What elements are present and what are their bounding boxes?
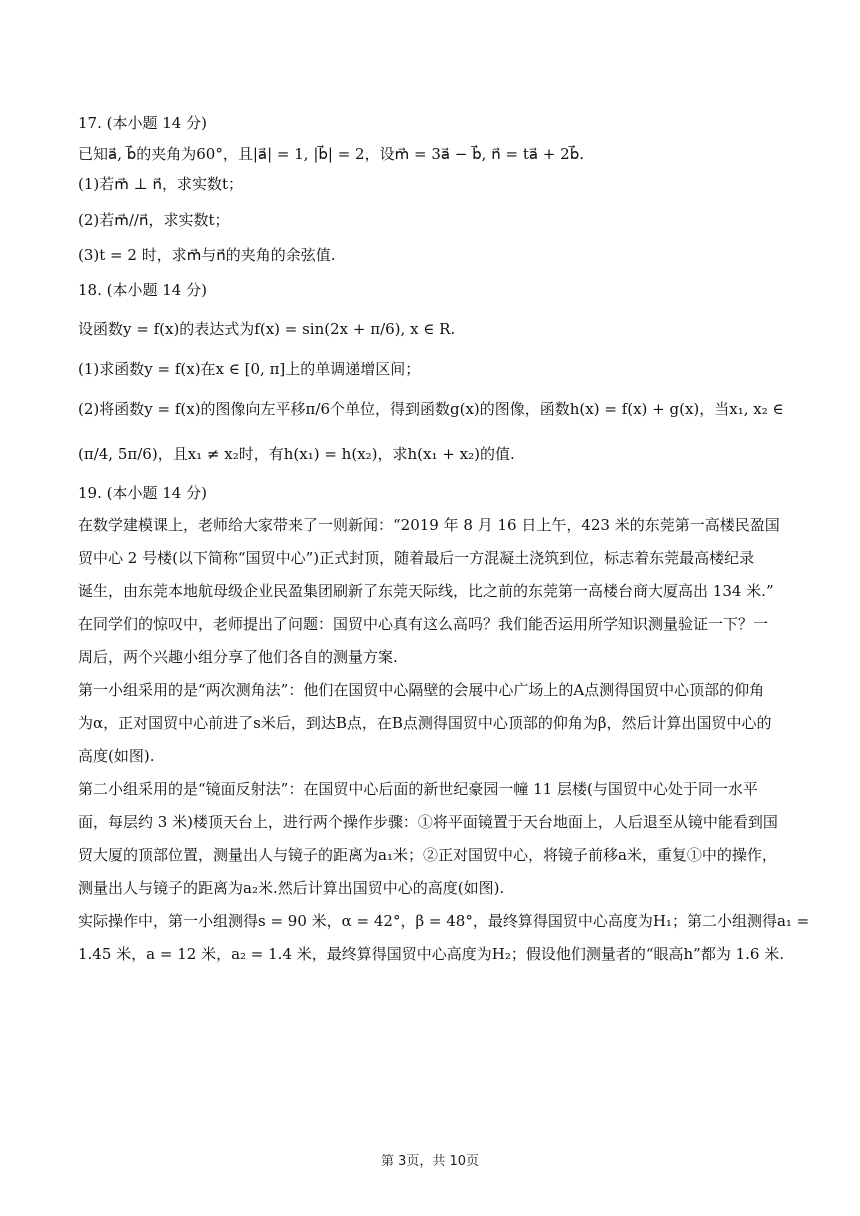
q17-part-1: (1)若m⃗ ⊥ n⃗，求实数t； <box>78 175 244 193</box>
q19-line: 1.45 米，a = 12 米，a₂ = 1.4 米，最终算得国贸中心高度为H₂；假设他们测量者的“眼高h”都为 1.6 米. <box>78 945 785 963</box>
q18-stem: 设函数y = f(x)的表达式为f(x) = sin(2x + π/6), x ∈ R. <box>78 320 456 338</box>
q19-line: 测量出人与镜子的距离为a₂米.然后计算出国贸中心的高度(如图). <box>78 879 505 897</box>
q17-part-2: (2)若m⃗//n⃗，求实数t； <box>78 211 230 229</box>
q19-line: 高度(如图). <box>78 747 155 765</box>
q19-header: 19. (本小题 14 分) <box>78 484 207 502</box>
q19-line: 为α，正对国贸中心前进了s米后，到达B点，在B点测得国贸中心顶部的仰角为β，然后计算出国贸中心的 <box>78 714 772 732</box>
q19-line: 诞生，由东莞本地航母级企业民盈集团刷新了东莞天际线，比之前的东莞第一高楼台商大厦高出 134 米.” <box>78 582 774 600</box>
q18-part-1: (1)求函数y = f(x)在x ∈ [0, π]上的单调递增区间； <box>78 360 421 378</box>
q17-stem: 已知a⃗, b⃗的夹角为60°，且|a⃗| = 1, |b⃗| = 2，设m⃗ = 3a⃗ − b⃗, n⃗ = ta⃗ + 2b⃗. <box>78 145 584 163</box>
q18-part-2-line-1: (2)将函数y = f(x)的图像向左平移π/6个单位，得到函数g(x)的图像，函数h(x) = f(x) + g(x)，当x₁, x₂ ∈ <box>78 400 784 418</box>
page-footer: 第 3页，共 10页 <box>380 1154 480 1169</box>
q19-line: 第一小组采用的是“两次测角法”：他们在国贸中心隔壁的会展中心广场上的A点测得国贸中心顶部的仰角 <box>78 681 765 699</box>
q17-header: 17. (本小题 14 分) <box>78 114 207 132</box>
q18-header: 18. (本小题 14 分) <box>78 281 207 299</box>
q17-part-3: (3)t = 2 时，求m⃗与n⃗的夹角的余弦值. <box>78 246 336 264</box>
q19-line: 周后，两个兴趣小组分享了他们各自的测量方案. <box>78 648 398 666</box>
q19-line: 贸大厦的顶部位置，测量出人与镜子的距离为a₁米；②正对国贸中心，将镜子前移a米，重复①中的操作， <box>78 846 777 864</box>
q19-line: 在数学建模课上，老师给大家带来了一则新闻：“2019 年 8 月 16 日上午，423 米的东莞第一高楼民盈国 <box>78 516 780 534</box>
q19-line: 面，每层约 3 米)楼顶天台上，进行两个操作步骤：①将平面镜置于天台地面上，人后退至从镜中能看到国 <box>78 813 778 831</box>
q19-line: 贸中心 2 号楼(以下简称“国贸中心”)正式封顶，随着最后一方混凝土浇筑到位，标志着东莞最高楼纪录 <box>78 549 755 567</box>
q19-line: 在同学们的惊叹中，老师提出了问题：国贸中心真有这么高吗？我们能否运用所学知识测量验证一下？一 <box>78 615 769 633</box>
q19-line: 实际操作中，第一小组测得s = 90 米，α = 42°，β = 48°，最终算得国贸中心高度为H₁；第二小组测得a₁ = <box>78 912 810 930</box>
q18-part-2-line-2: (π/4, 5π/6)，且x₁ ≠ x₂时，有h(x₁) = h(x₂)，求h(x₁ + x₂)的值. <box>78 445 515 463</box>
q19-line: 第二小组采用的是“镜面反射法”：在国贸中心后面的新世纪豪园一幢 11 层楼(与国贸中心处于同一水平 <box>78 780 758 798</box>
